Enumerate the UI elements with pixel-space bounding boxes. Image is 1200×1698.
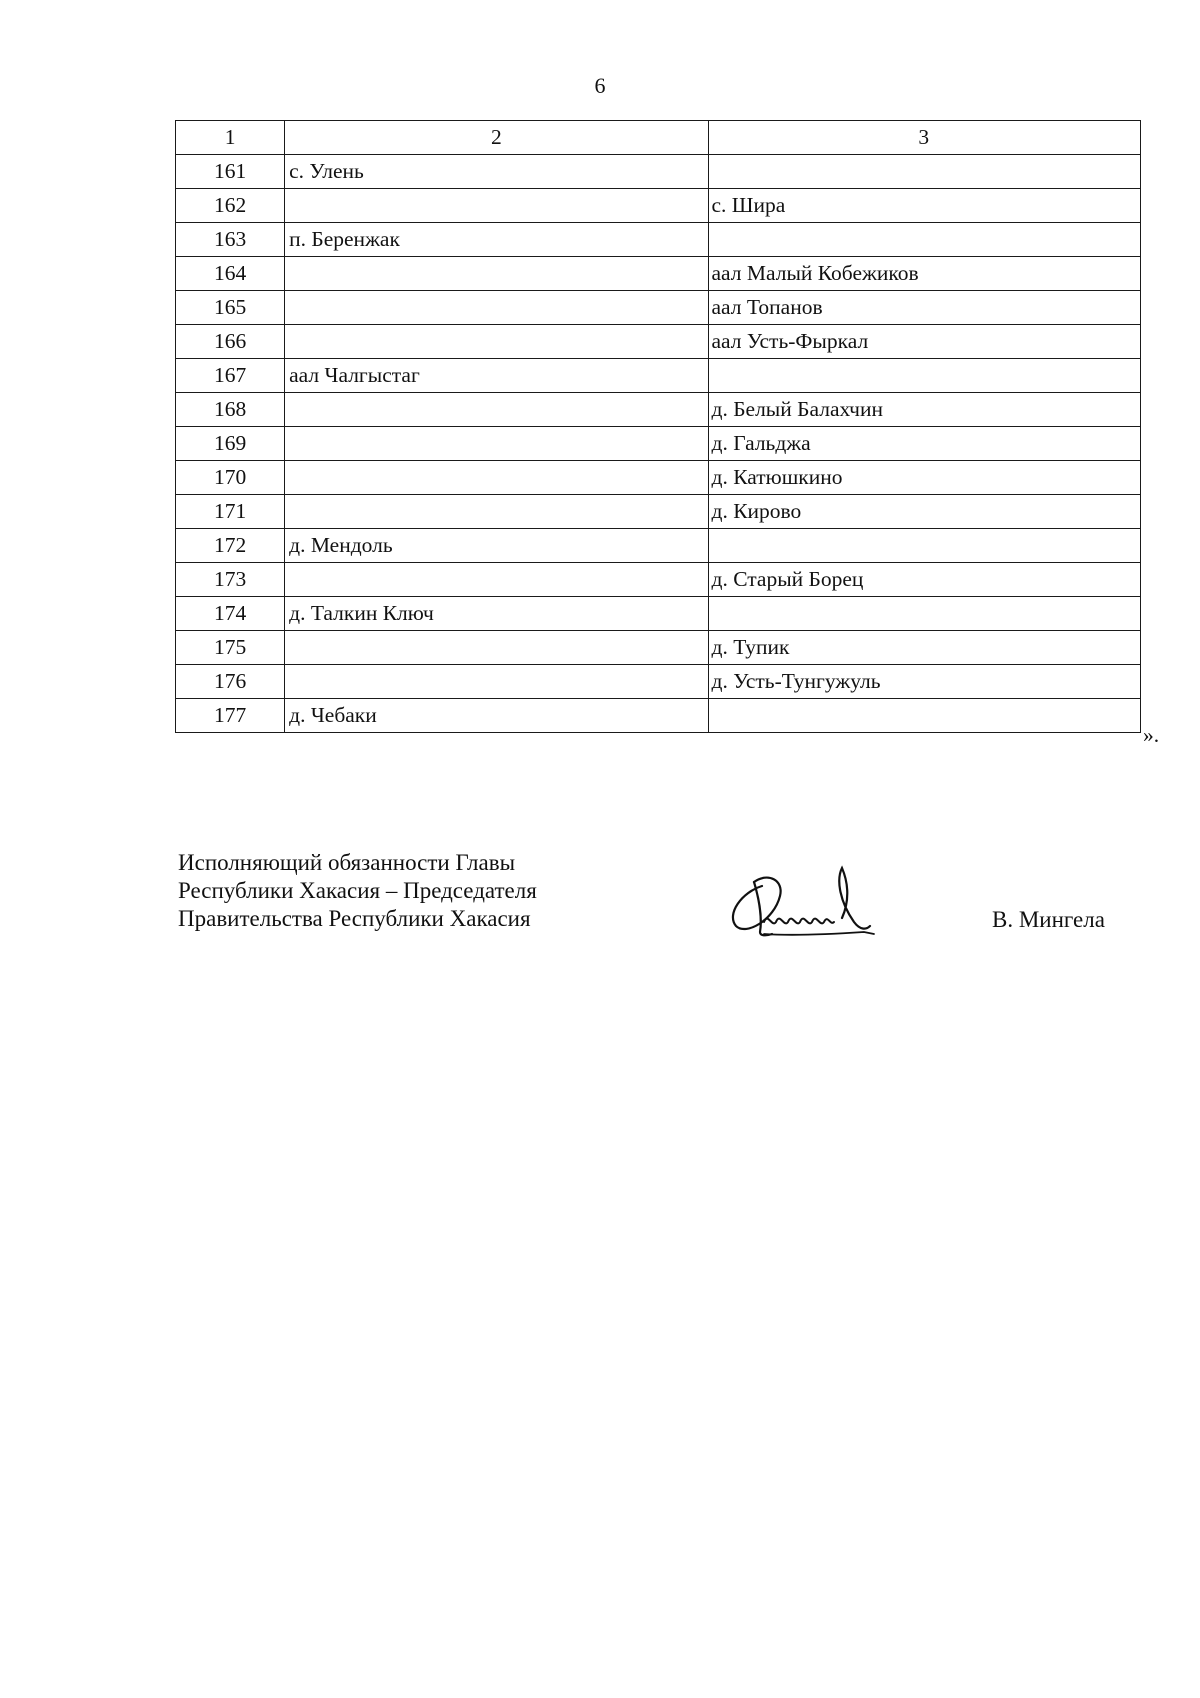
header-cell-3: 3	[708, 121, 1141, 155]
settlement-col3: д. Усть-Тунгужуль	[708, 665, 1141, 699]
table-row	[176, 393, 1141, 427]
row-number: 171	[176, 495, 285, 529]
header-cell-2: 2	[285, 121, 708, 155]
settlement-col2	[285, 665, 708, 699]
settlement-col2: д. Талкин Ключ	[285, 597, 708, 631]
row-number: 167	[176, 359, 285, 393]
table-row	[176, 155, 1141, 189]
signatory-title-block	[178, 849, 537, 933]
settlement-col3	[708, 597, 1141, 631]
signatory-title-line-1: Исполняющий обязанности Главы	[178, 850, 516, 875]
settlement-col3	[708, 223, 1141, 257]
settlement-col2	[285, 461, 708, 495]
row-number: 172	[176, 529, 285, 563]
settlement-col3: аал Топанов	[708, 291, 1141, 325]
row-number: 176	[176, 665, 285, 699]
header-cell-1: 1	[176, 121, 285, 155]
row-number: 161	[176, 155, 285, 189]
settlement-col2	[285, 563, 708, 597]
settlement-col2	[285, 189, 708, 223]
settlement-col3	[708, 359, 1141, 393]
settlement-col2	[285, 257, 708, 291]
settlement-col3: д. Старый Борец	[708, 563, 1141, 597]
settlement-col3: с. Шира	[708, 189, 1141, 223]
settlement-col2	[285, 393, 708, 427]
table-row	[176, 427, 1141, 461]
row-number: 169	[176, 427, 285, 461]
settlement-col3	[708, 699, 1141, 733]
row-number: 162	[176, 189, 285, 223]
table-row	[176, 665, 1141, 699]
settlement-col3: аал Усть-Фыркал	[708, 325, 1141, 359]
table-row	[176, 257, 1141, 291]
row-number: 165	[176, 291, 285, 325]
row-number: 177	[176, 699, 285, 733]
table-row	[176, 223, 1141, 257]
settlement-col2: д. Мендоль	[285, 529, 708, 563]
table-row	[176, 699, 1141, 733]
settlement-col3	[708, 529, 1141, 563]
signer-name: В. Мингела	[992, 907, 1105, 932]
table-row	[176, 597, 1141, 631]
table-row	[176, 291, 1141, 325]
settlements-table	[175, 120, 1141, 733]
settlement-col3: д. Кирово	[708, 495, 1141, 529]
table-row	[176, 563, 1141, 597]
settlement-col2: аал Чалгыстаг	[285, 359, 708, 393]
signatory-title-line-2: Республики Хакасия – Председателя	[178, 878, 537, 903]
settlement-col3: д. Тупик	[708, 631, 1141, 665]
table-row	[176, 495, 1141, 529]
row-number: 166	[176, 325, 285, 359]
row-number: 163	[176, 223, 285, 257]
settlement-col2	[285, 495, 708, 529]
signatory-title-line-3: Правительства Республики Хакасия	[178, 906, 531, 931]
handwritten-signature-icon	[724, 862, 914, 942]
table-row	[176, 325, 1141, 359]
row-number: 174	[176, 597, 285, 631]
table-row	[176, 461, 1141, 495]
page-number: 6	[594, 73, 606, 98]
settlement-col3: д. Белый Балахчин	[708, 393, 1141, 427]
table-header-row	[176, 121, 1141, 155]
row-number: 168	[176, 393, 285, 427]
table-row	[176, 359, 1141, 393]
table-row	[176, 631, 1141, 665]
row-number: 175	[176, 631, 285, 665]
table-row	[176, 529, 1141, 563]
settlement-col3: д. Гальджа	[708, 427, 1141, 461]
row-number: 170	[176, 461, 285, 495]
row-number: 164	[176, 257, 285, 291]
settlement-col2	[285, 427, 708, 461]
settlement-col2: п. Беренжак	[285, 223, 708, 257]
settlement-col3: д. Катюшкино	[708, 461, 1141, 495]
settlement-col3: аал Малый Кобежиков	[708, 257, 1141, 291]
settlement-col2: с. Улень	[285, 155, 708, 189]
settlement-col3	[708, 155, 1141, 189]
table-row	[176, 189, 1141, 223]
settlement-col2	[285, 291, 708, 325]
settlement-col2	[285, 325, 708, 359]
settlement-col2	[285, 631, 708, 665]
settlement-col2: д. Чебаки	[285, 699, 708, 733]
row-number: 173	[176, 563, 285, 597]
closing-quote-mark: ».	[1143, 723, 1160, 747]
